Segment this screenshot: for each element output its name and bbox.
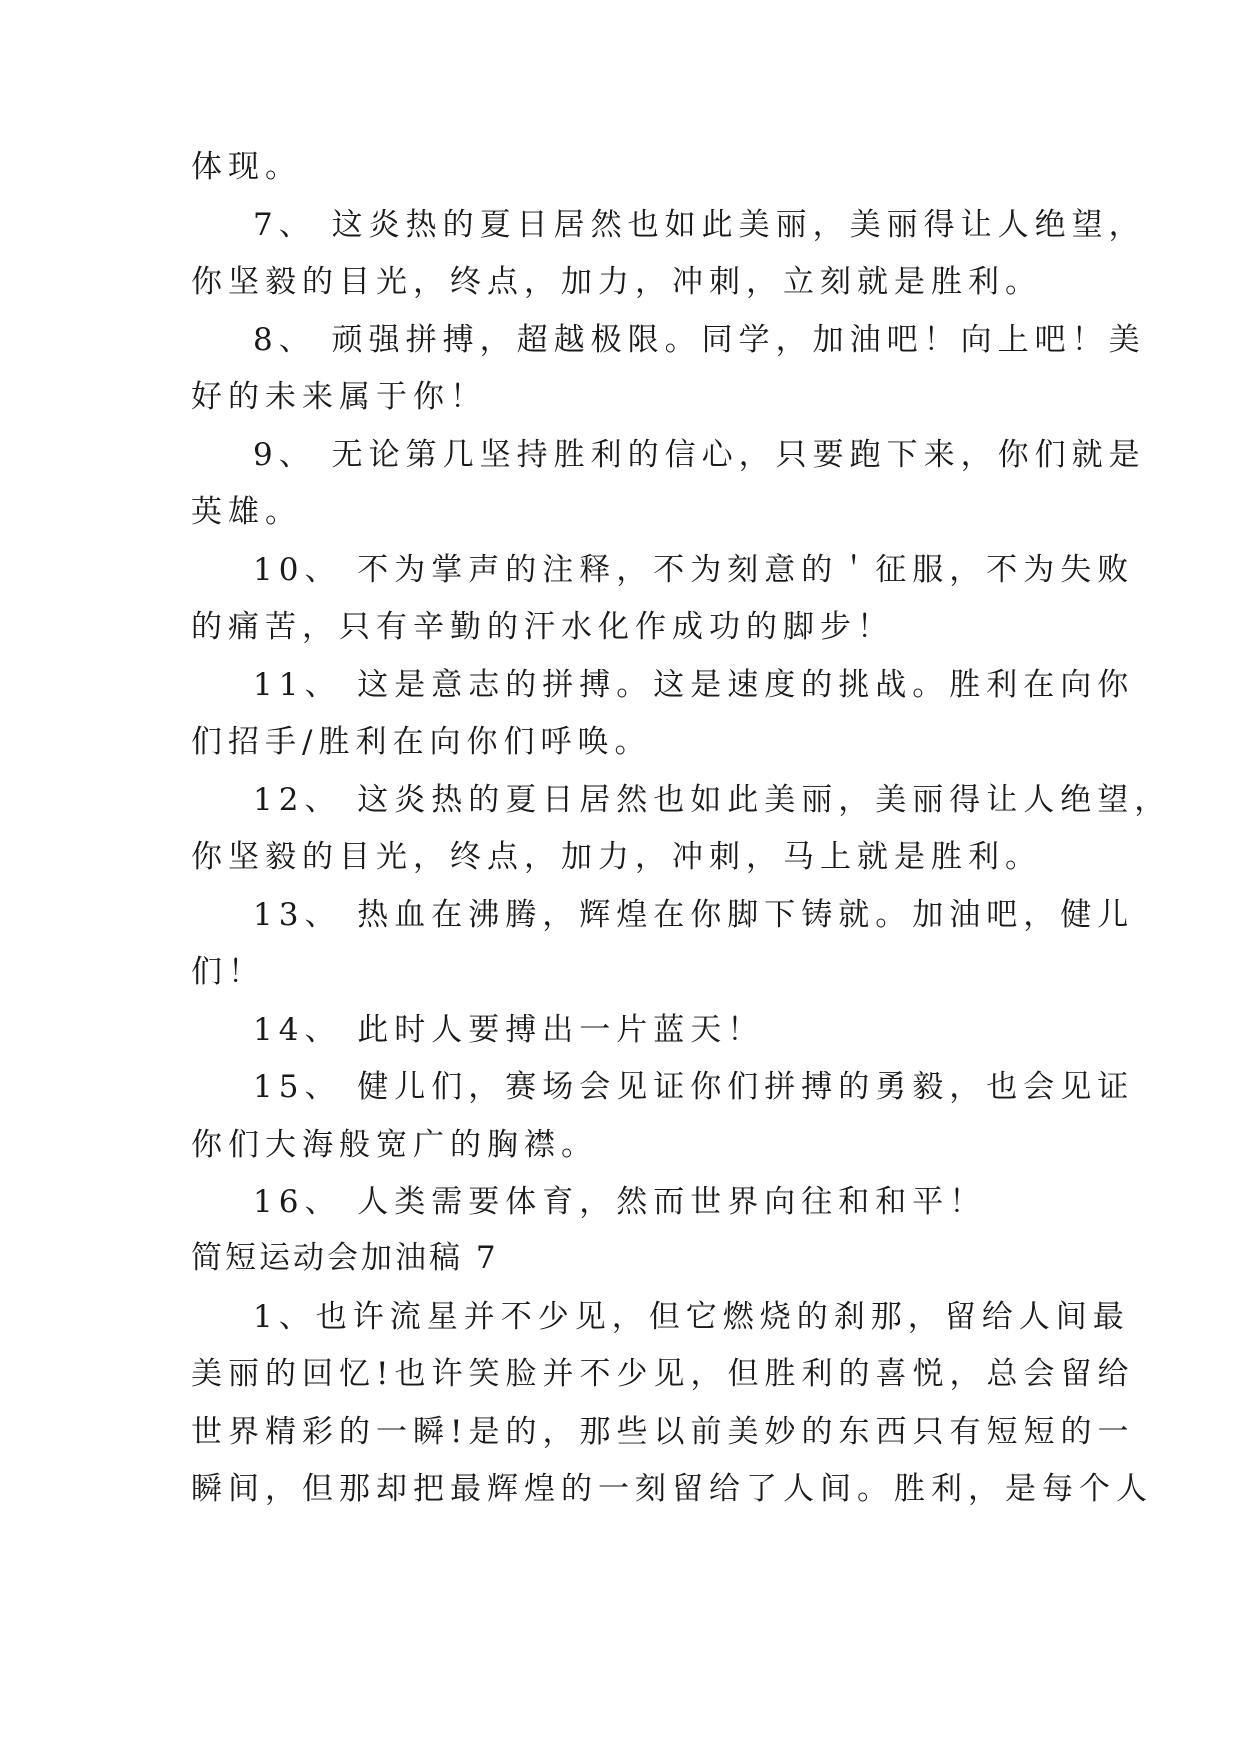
list-item-8: 8、 顽强拼搏，超越极限。同学，加油吧！向上吧！美 [253,322,1146,358]
text-line: 体现。 [191,149,302,185]
text-line: 好的未来属于你！ [191,379,487,415]
list-item-7: 7、 这炎热的夏日居然也如此美丽，美丽得让人绝望， [253,207,1146,243]
text-line: 美丽的回忆!也许笑脸并不少见，但胜利的喜悦，总会留给 [191,1356,1135,1392]
text-line: 你坚毅的目光，终点，加力，冲刺，立刻就是胜利。 [191,264,1042,300]
text-line: 英雄。 [191,494,302,530]
list-item-1: 1、也许流星并不少见，但它燃烧的刹那，留给人间最 [253,1299,1130,1335]
section-heading: 简短运动会加油稿 7 [191,1240,499,1276]
text-line: 世界精彩的一瞬!是的，那些以前美妙的东西只有短短的一 [191,1414,1135,1450]
list-item-16: 16、 人类需要体育，然而世界向往和和平！ [253,1184,987,1220]
text-line: 的痛苦，只有辛勤的汗水化作成功的脚步！ [191,609,894,645]
list-item-11: 11、 这是意志的拼搏。这是速度的挑战。胜利在向你 [253,667,1135,703]
list-item-13: 13、 热血在沸腾，辉煌在你脚下铸就。加油吧，健儿 [253,897,1135,933]
list-item-15: 15、 健儿们，赛场会见证你们拼搏的勇毅，也会见证 [253,1069,1135,1105]
list-item-10: 10、 不为掌声的注释，不为刻意的＇征服，不为失败 [253,552,1135,588]
list-item-12: 12、 这炎热的夏日居然也如此美丽，美丽得让人绝望， [253,782,1172,818]
list-item-9: 9、 无论第几坚持胜利的信心，只要跑下来，你们就是 [253,437,1146,473]
list-item-14: 14、 此时人要搏出一片蓝天！ [253,1012,765,1048]
text-line: 瞬间，但那却把最辉煌的一刻留给了人间。胜利，是每个人 [191,1471,1153,1507]
text-line: 们！ [191,954,265,990]
text-line: 你们大海般宽广的胸襟。 [191,1127,598,1163]
text-line: 你坚毅的目光，终点，加力，冲刺，马上就是胜利。 [191,839,1042,875]
text-line: 们招手/胜利在向你们呼唤。 [191,724,652,760]
